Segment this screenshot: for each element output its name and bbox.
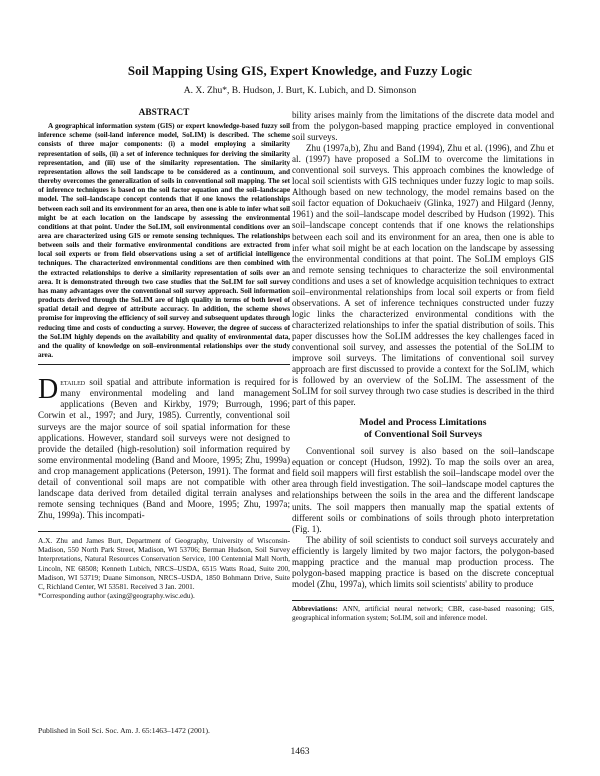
corresponding-author: *Corresponding author (axing@geography.wisc.edu). [38, 590, 195, 600]
right-paragraph-4: The ability of soil scientists to conduct soil surveys accurately and efficiently is largely limited by two major factors, the polygon-based mapping practice and the manual map production process. The polygon-based mapping practice is based on the discrete conceptual model (Zhu, 1997a), which limits soil scientists' ability to produce [292, 534, 554, 589]
right-paragraph-3: Conventional soil survey is also based on the soil–landscape equation or concept (Hudson, 1992). To map the soils over an area, field soil mappers will first establish the soil–landscape model over the area through field investigation. The soil–landscape model captures the relationships between the soils in the area and the different landscape units. The soil mappers then manually map the spatial extents of different soils or combinations of soils through photo interpretation (Fig. 1). [292, 446, 554, 534]
paper-title: Soil Mapping Using GIS, Expert Knowledge, and Fuzzy Logic [127, 64, 473, 78]
intro-text: soil spatial and attribute information is required for many environmental modeling and land management applications (Beven and Kirkby, 1979; Burrough, 1996; Corwin et al., 1997; and Jury, 1985). Currently, conventional soil surveys are the major source of soil spatial information for these applications. However, standard soil surveys were not designed to provide the detailed (high-resolution) soil information required by some environmental modeling (Band and Moore, 1995; Zhu, 1999a) and crop management applications (Peterson, 1991). The format and detail of conventional soil maps are not compatible with other landscape data derived from detailed digital terrain analyses and remote sensing techniques (Band and Moore, 1995; Zhu, 1997a; Zhu, 1999a). This incompati- [38, 377, 290, 521]
intro-smallcaps: etailed [60, 377, 86, 388]
abstract-text: A geographical information system (GIS) or expert knowledge-based fuzzy soil inference scheme (soil-land inference model, SoLIM) is described. The scheme consists of three major components: (i) a model employing a similarity representation of soils, (ii) a set of inference techniques for deriving the similarity representation, and (iii) use of the similarity representation. The similarity representation allows the soil landscape to be considered as a continuum, and thereby overcomes the generalization of soils in conventional soil mapping. The set of inference techniques is based on the soil factor equation and the soil–landscape model. The soil–landscape concept contends that if one knows the relationships between each soil and its environment for an area, then one is able to infer what soil might be at each location on the landscape by assessing the environmental conditions at that point. Under the SoLIM, soil environmental conditions over an area are characterized using GIS or remote sensing techniques. The relationships between soils and their formative environmental conditions are extracted from local soil experts or from field observations using a set of artificial intelligence techniques. The characterized environmental conditions are then combined with the extracted relationships to derive a similarity representation of soils over an area. It is demonstrated through two case studies that the SoLIM for soil survey has many advantages over the conventional soil survey approach. Soil information products derived through the SoLIM are of high quality in terms of both level of spatial detail and degree of attribute accuracy. In addition, the scheme shows promise for improving the efficiency of soil survey and subsequent updates through reducing time and costs of conducting a survey. However, the degree of success of the SoLIM highly depends on the availability and quality of environmental data, and the quality of knowledge on soil–environmental relationships over the study area. [38, 122, 290, 359]
right-paragraph-2: Zhu (1997a,b), Zhu and Band (1994), Zhu et al. (1996), and Zhu et al. (1997) have proposed a SoLIM to overcome the limitations in conventional soil surveys. This approach combines the knowledge of local soil scientists with GIS techniques under fuzzy logic to map soils. Although based on new technology, the model remains based on the soil factor equation of Dokuchaeiv (Glinka, 1927) and Hilgard (Jenny, 1961) and the soil–landscape model described by Hudson (1992). This soil–landscape concept contends that if one knows the relationships between each soil and its environment for an area, then one is able to infer what soil might be at each location on the landscape by assessing the environmental conditions at that point. The SoLIM employs GIS and remote sensing techniques to characterize the soil environmental conditions and uses a set of knowledge acquisition techniques to extract soil–environmental relationships from local soil experts or from field observations. A set of inference techniques constructed under fuzzy logic links the characterized environmental conditions with the characterized relationships to infer the spatial distribution of soils. This paper discusses how the SoLIM addresses the key challenges faced in conventional soil survey, and assesses the potential of the SoLIM to improve soil surveys. The limitations of conventional soil survey approach are first discussed to provide a context for the SoLIM, which is followed by an overview of the SoLIM. The assessment of the SoLIM for soil survey through two case studies is described in the third part of this paper. [292, 143, 554, 408]
abstract-heading: ABSTRACT [138, 108, 190, 118]
affiliation-footnote [38, 536, 290, 599]
section-heading-line-2: of Conventional Soil Surveys [363, 428, 483, 440]
section-heading [292, 417, 554, 440]
abbreviations-label: Abbreviations: [292, 604, 338, 613]
publication-info: Published in Soil Sci. Soc. Am. J. 65:1463–1472 (2001). [38, 726, 210, 735]
footnote-divider [38, 531, 290, 532]
affiliation-text: A.X. Zhu and James Burt, Department of Geography, University of Wisconsin-Madison, 550 North Park Street, Madison, WI 53706; Berman Hudson, Soil Survey Interpretations, Natural Resources Conservation Service, 100 Centennial Mall North, Lincoln, NE 68508; Kenneth Lubich, NRCS–USDA, 6515 Watts Road, Suite 200, Madison, WI 53719; Duane Simonson, NRCS–USDA, 1850 Bohmann Drive, Suite C, Richland Center, WI 53581. Received 3 Jan. 2001. [38, 536, 290, 591]
author-list: A. X. Zhu*, B. Hudson, J. Burt, K. Lubich, and D. Simonson [183, 86, 417, 96]
abbreviations-footnote [292, 600, 554, 623]
right-paragraph-1: bility arises mainly from the limitations of the discrete data model and from the polygon-based mapping practice employed in conventional soil surveys. [292, 110, 554, 143]
abstract-divider [38, 364, 290, 365]
section-heading-line-1: Model and Process Limitations [359, 417, 487, 429]
left-column [38, 108, 290, 600]
page-number: 1463 [290, 747, 310, 757]
right-column [292, 110, 554, 623]
drop-cap: D [38, 374, 59, 406]
abbreviations-text: ANN, artificial neural network; CBR, case-based reasoning; GIS, geographical information system; SoLIM, soil and inference model. [292, 604, 554, 622]
intro-paragraph [38, 374, 290, 521]
